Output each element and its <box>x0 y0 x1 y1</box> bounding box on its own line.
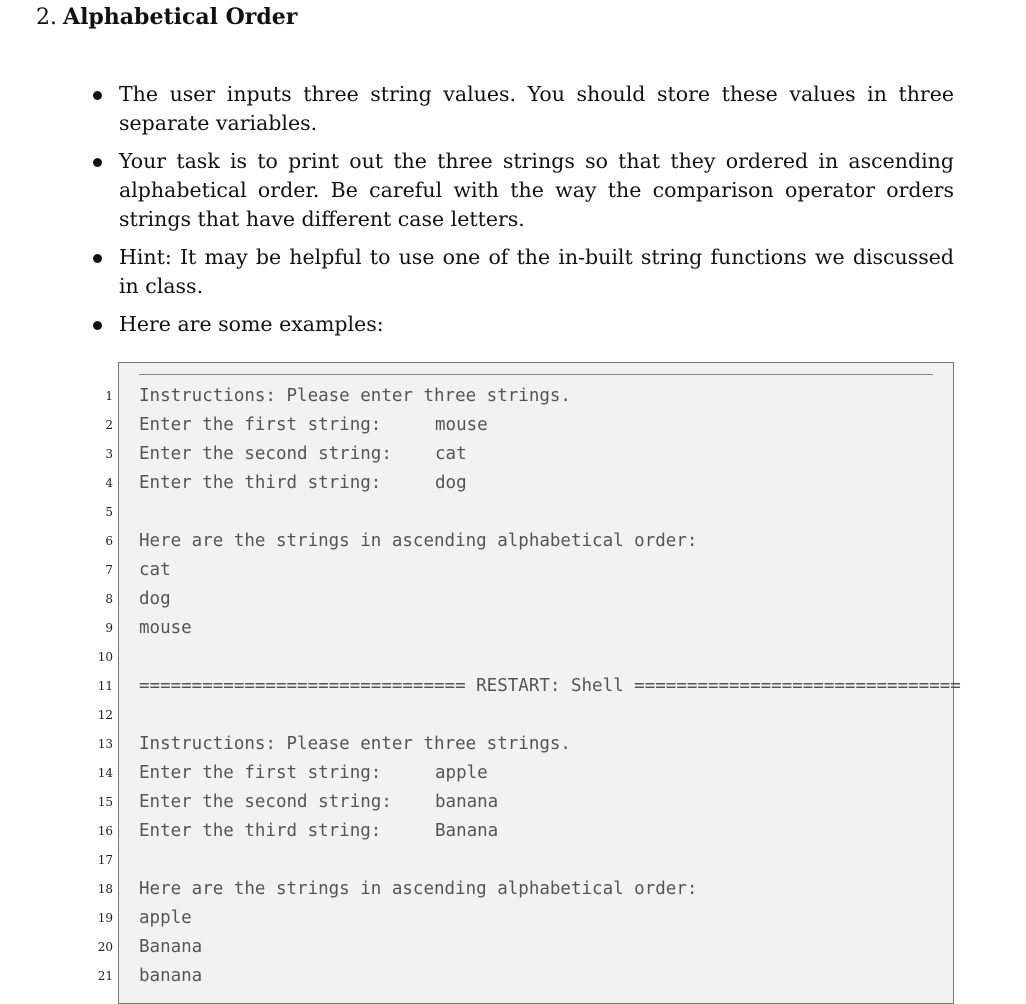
code-line <box>139 788 962 817</box>
user-input-value: banana <box>435 792 499 812</box>
code-line <box>139 556 962 585</box>
bullet-item <box>88 147 954 234</box>
code-line <box>139 614 962 643</box>
line-number: 4 <box>105 476 113 490</box>
code-line <box>139 962 962 991</box>
code-line <box>139 469 962 498</box>
code-line <box>139 904 962 933</box>
bullet-item <box>88 310 954 339</box>
code-line <box>139 672 962 701</box>
bullet-item <box>88 80 954 138</box>
line-number: 5 <box>105 505 113 519</box>
code-line-text: dog <box>139 589 171 609</box>
code-line <box>139 498 962 527</box>
bullet-icon <box>93 158 102 167</box>
line-number: 16 <box>97 824 113 838</box>
code-line <box>139 440 962 469</box>
line-number: 3 <box>105 447 113 461</box>
code-line-text: cat <box>139 560 171 580</box>
code-line-text: Enter the first string: <box>139 763 382 783</box>
code-line <box>139 730 962 759</box>
code-line-text: Here are the strings in ascending alphabetical order: <box>139 879 698 899</box>
code-line <box>139 933 962 962</box>
code-line-text: Banana <box>139 937 203 957</box>
line-number: 10 <box>97 650 113 664</box>
line-number: 17 <box>97 853 113 867</box>
code-line-text: Enter the second string: <box>139 444 392 464</box>
code-line <box>139 817 962 846</box>
code-line <box>139 382 962 411</box>
code-line-text: Here are the strings in ascending alphabetical order: <box>139 531 698 551</box>
code-line-text: mouse <box>139 618 192 638</box>
code-lines <box>139 382 962 991</box>
user-input-value: apple <box>435 763 488 783</box>
line-number: 18 <box>97 882 113 896</box>
line-number: 8 <box>105 592 113 606</box>
code-line-text: Enter the third string: <box>139 821 382 841</box>
line-number: 6 <box>105 534 113 548</box>
line-number: 14 <box>97 766 113 780</box>
bullet-text: Here are some examples: <box>119 312 384 336</box>
user-input-value: mouse <box>435 415 488 435</box>
code-line-text: Enter the first string: <box>139 415 382 435</box>
line-number: 11 <box>97 679 113 693</box>
code-line-text: =============================== RESTART: Shell =============================== <box>139 676 961 696</box>
code-line-text: Instructions: Please enter three strings. <box>139 386 571 406</box>
code-line <box>139 411 962 440</box>
line-number: 7 <box>105 563 113 577</box>
bullet-icon <box>93 321 102 330</box>
bullet-text: Hint: It may be helpful to use one of the in-built string functions we discussed in class. <box>119 245 954 298</box>
bullet-text: Your task is to print out the three strings so that they ordered in ascending alphabetical order. Be careful with the way the comparison operator orders strings that have different case letters. <box>119 149 954 231</box>
bullet-item <box>88 243 954 301</box>
code-line-text: banana <box>139 966 203 986</box>
line-number: 15 <box>97 795 113 809</box>
code-line <box>139 585 962 614</box>
code-line-text: Enter the second string: <box>139 792 392 812</box>
user-input-value: cat <box>435 444 467 464</box>
code-line <box>139 759 962 788</box>
user-input-value: Banana <box>435 821 499 841</box>
line-number: 13 <box>97 737 113 751</box>
line-number: 12 <box>97 708 113 722</box>
bullet-icon <box>93 91 102 100</box>
line-number: 2 <box>105 418 113 432</box>
user-input-value: dog <box>435 473 467 493</box>
section-title: Alphabetical Order <box>63 4 298 30</box>
code-line <box>139 527 962 556</box>
line-number-gutter <box>70 382 116 991</box>
code-line <box>139 701 962 730</box>
section-number: 2. <box>36 5 57 30</box>
code-line <box>139 643 962 672</box>
code-line <box>139 846 962 875</box>
line-number: 19 <box>97 911 113 925</box>
bullet-text: The user inputs three string values. You should store these values in three separate variables. <box>119 82 954 135</box>
code-line-text: Instructions: Please enter three strings. <box>139 734 571 754</box>
bullet-icon <box>93 254 102 263</box>
line-number: 1 <box>105 389 113 403</box>
code-line-text: Enter the third string: <box>139 473 382 493</box>
line-number: 20 <box>97 940 113 954</box>
code-top-rule <box>139 374 933 375</box>
section-heading <box>36 2 297 33</box>
line-number: 21 <box>97 969 113 983</box>
line-number: 9 <box>105 621 113 635</box>
code-line <box>139 875 962 904</box>
code-line-text: apple <box>139 908 192 928</box>
bullet-list <box>88 80 954 348</box>
